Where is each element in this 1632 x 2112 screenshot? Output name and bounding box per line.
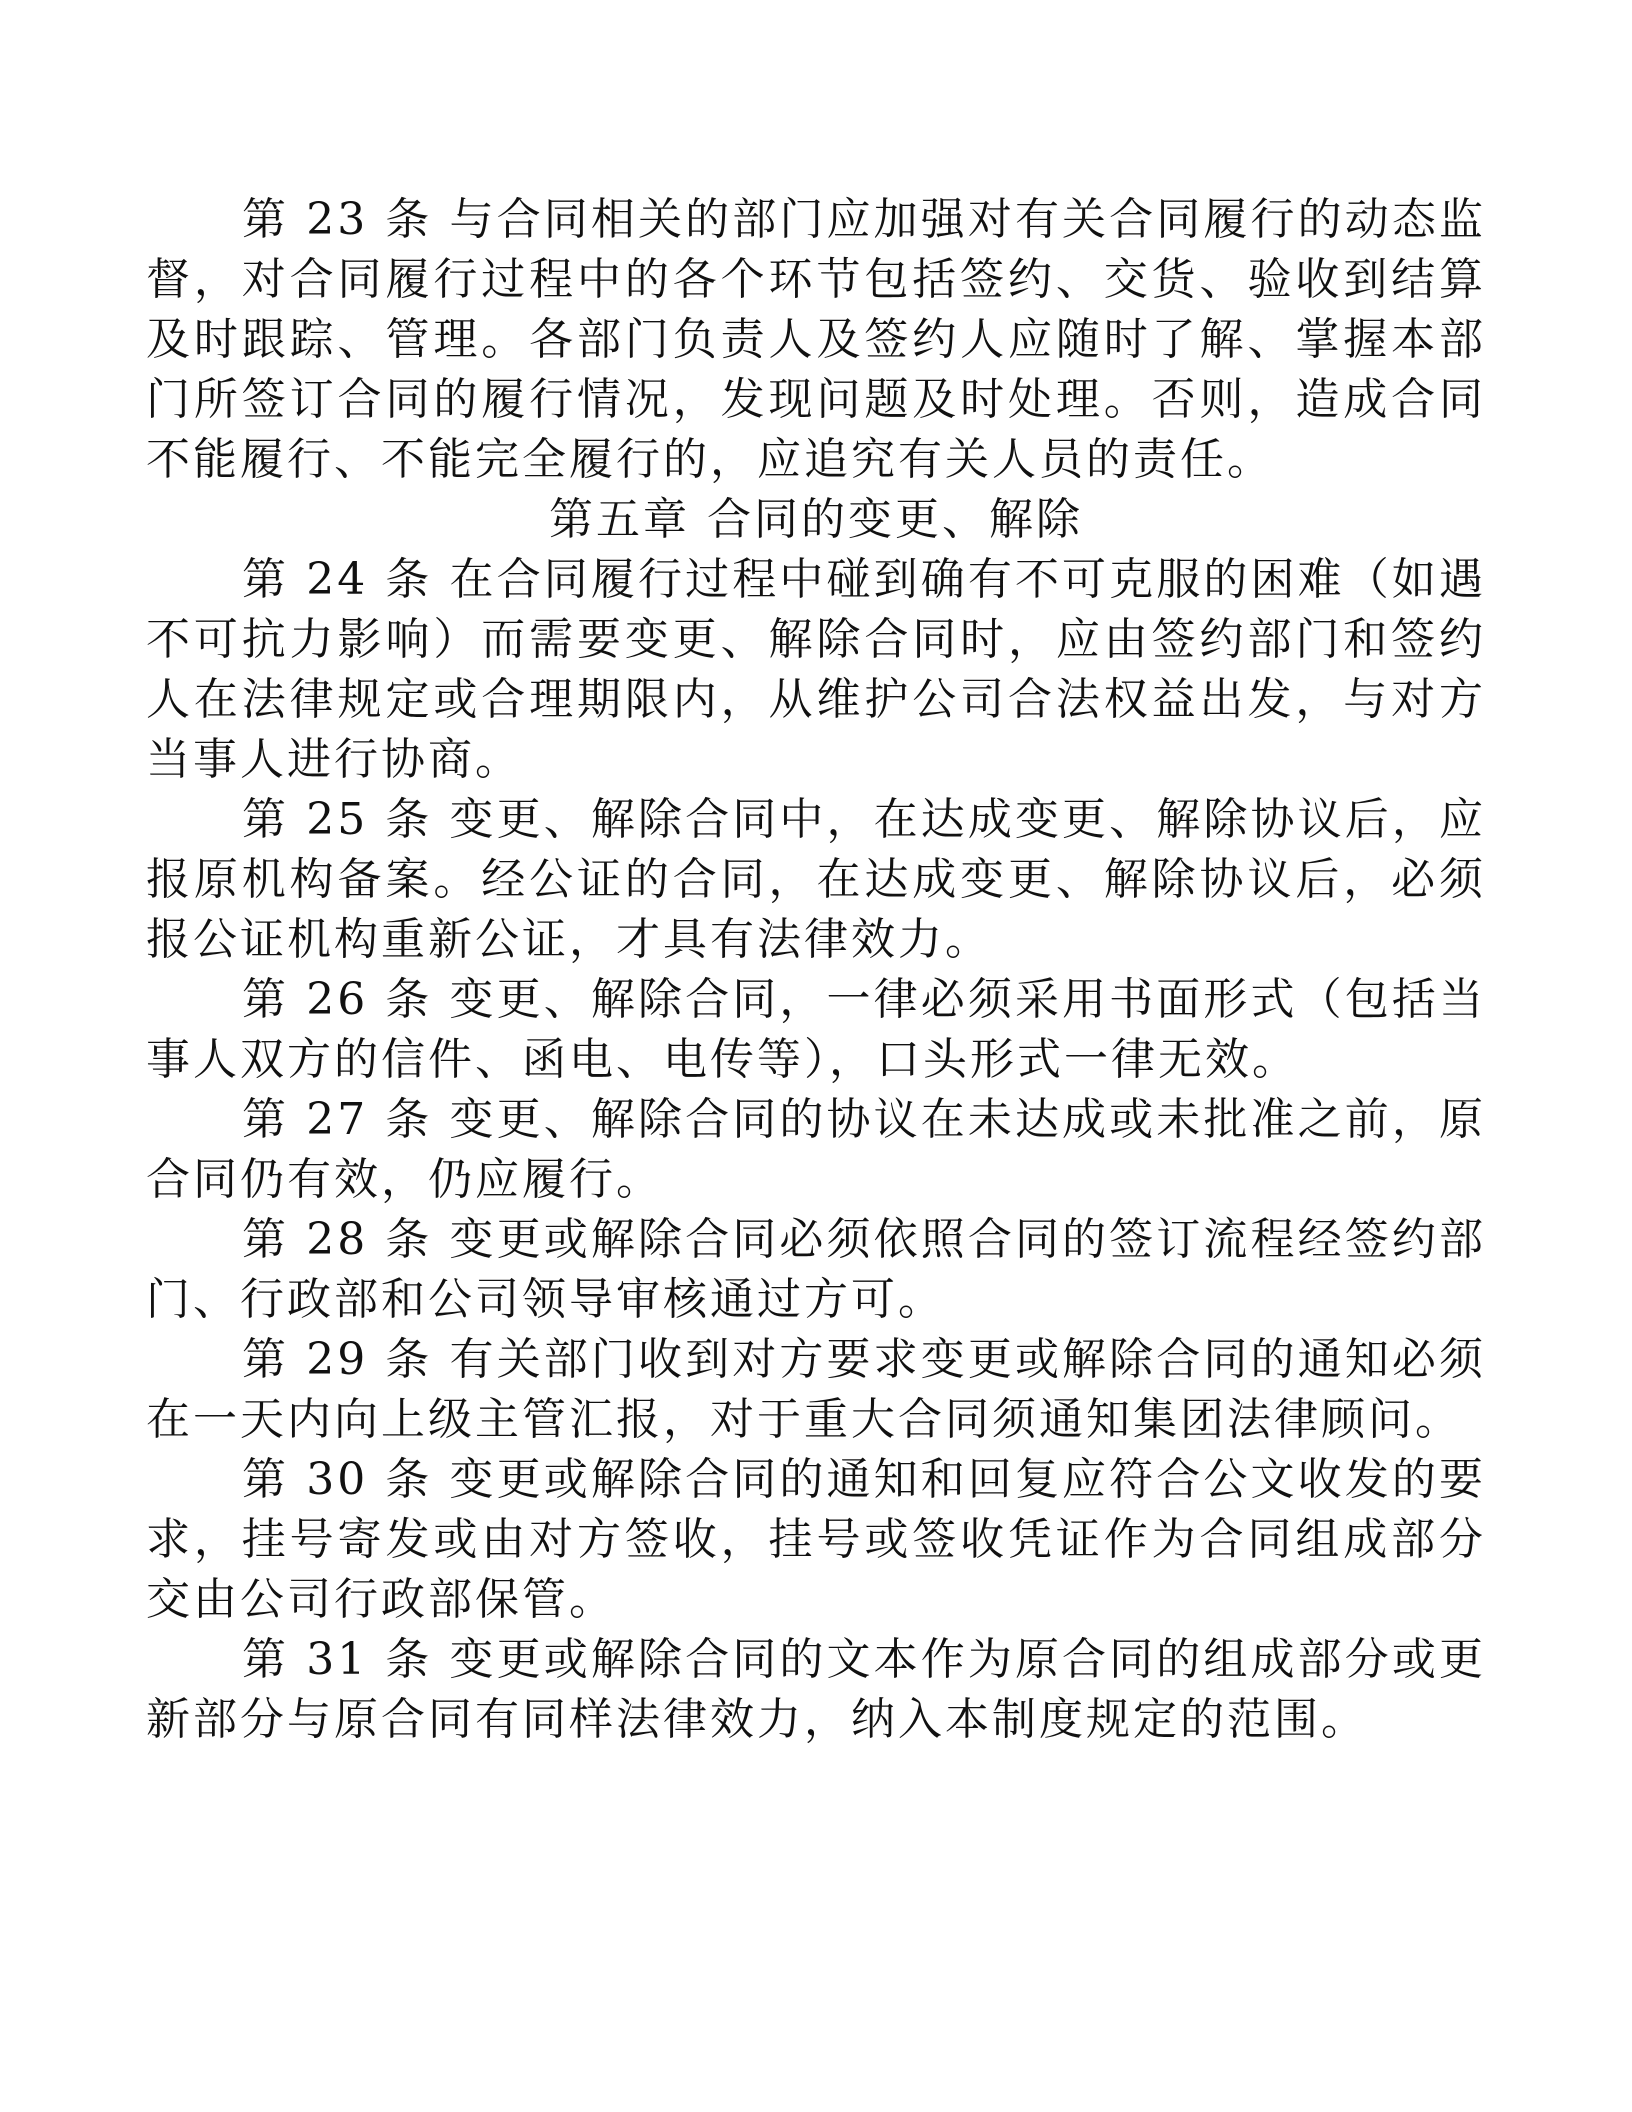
article-26: 第 26 条 变更、解除合同，一律必须采用书面形式（包括当事人双方的信件、函电、电传等），口头形式一律无效。 [146,974,1486,1085]
document-page [146,190,1486,1750]
article-24: 第 24 条 在合同履行过程中碰到确有不可克服的困难（如遇不可抗力影响）而需要变更、解除合同时，应由签约部门和签约人在法律规定或合理期限内，从维护公司合法权益出发，与对方当事人进行协商。 [146,554,1486,785]
article-28: 第 28 条 变更或解除合同必须依照合同的签订流程经签约部门、行政部和公司领导审核通过方可。 [146,1214,1486,1325]
article-30: 第 30 条 变更或解除合同的通知和回复应符合公文收发的要求，挂号寄发或由对方签收，挂号或签收凭证作为合同组成部分交由公司行政部保管。 [146,1454,1486,1625]
article-27: 第 27 条 变更、解除合同的协议在未达成或未批准之前，原合同仍有效，仍应履行。 [146,1094,1486,1205]
article-31: 第 31 条 变更或解除合同的文本作为原合同的组成部分或更新部分与原合同有同样法律效力，纳入本制度规定的范围。 [146,1634,1486,1745]
article-23: 第 23 条 与合同相关的部门应加强对有关合同履行的动态监督，对合同履行过程中的各个环节包括签约、交货、验收到结算及时跟踪、管理。各部门负责人及签约人应随时了解、掌握本部门所签订合同的履行情况，发现问题及时处理。否则，造成合同不能履行、不能完全履行的，应追究有关人员的责任。 [146,194,1486,485]
article-29: 第 29 条 有关部门收到对方要求变更或解除合同的通知必须在一天内向上级主管汇报，对于重大合同须通知集团法律顾问。 [146,1334,1486,1445]
article-25: 第 25 条 变更、解除合同中，在达成变更、解除协议后，应报原机构备案。经公证的合同，在达成变更、解除协议后，必须报公证机构重新公证，才具有法律效力。 [146,794,1486,965]
chapter-5-title: 第五章 合同的变更、解除 [549,494,1083,545]
